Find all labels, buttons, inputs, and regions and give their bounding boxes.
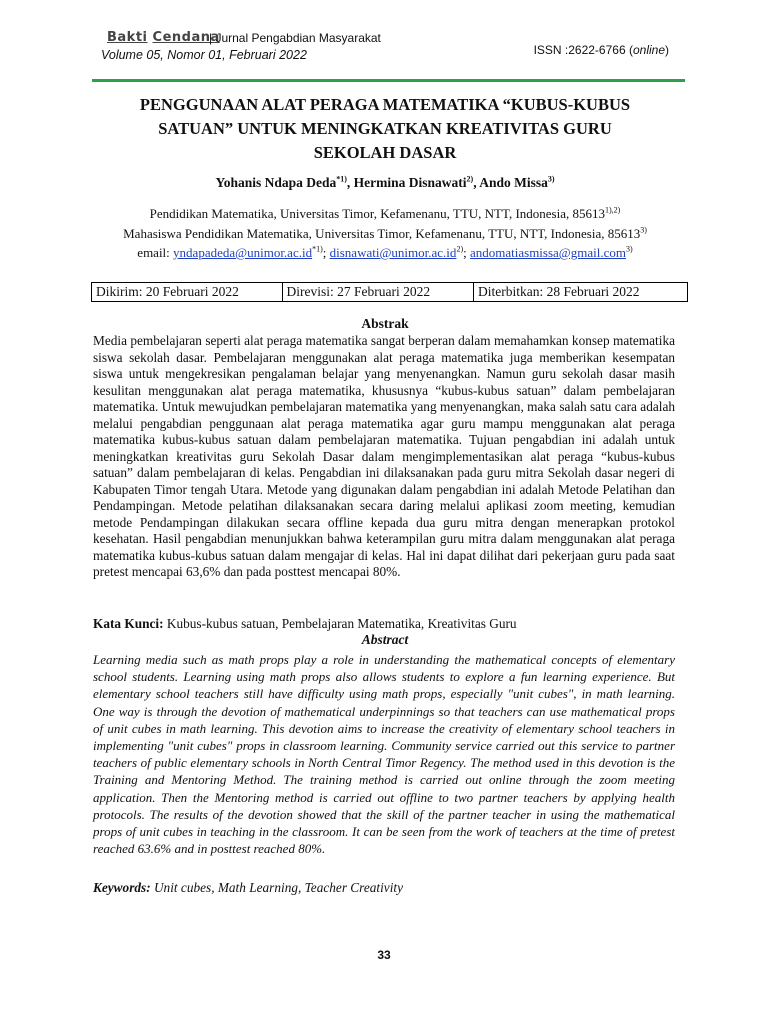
date-submitted: Dikirim: 20 Februari 2022 [92,283,283,302]
logo-text-cendana: Cendana [152,30,220,45]
issn-info: ISSN :2622-6766 (online) [533,43,669,57]
volume-info: Volume 05, Nomor 01, Februari 2022 [101,48,307,62]
page-number: 33 [377,948,391,962]
date-published: Diterbitkan: 28 Februari 2022 [473,283,687,302]
abstract-heading: Abstract [361,632,409,647]
dates-table [91,282,688,302]
journal-name: | Jurnal Pengabdian Masyarakat [209,31,381,45]
affiliation-1: Pendidikan Matematika, Universitas Timor, Kefamenanu, TTU, NTT, Indonesia, $85613^{1),2)}$ [149,205,621,221]
email-link-2[interactable]: disnawati@unimor.ac.id [329,245,457,260]
journal-logo [107,30,220,45]
author-list: Yohanis Ndapa Deda$^{*1)}$, Hermina Disnawati$^{2)}$, Ando Missa$^{3)}$ [215,174,555,190]
kata-kunci: Kata Kunci: Kubus-kubus satuan, Pembelajaran Matematika, Kreativitas Guru [93,616,517,631]
header-divider [92,79,685,82]
email-link-3[interactable]: andomatiasmissa@gmail.com [469,245,627,260]
affiliation-2: Mahasiswa Pendidikan Matematika, Universitas Timor, Kefamenanu, TTU, NTT, Indonesia, 85613$^{3)}$ [123,225,647,241]
abstrak-heading: Abstrak [361,316,409,331]
keywords: Keywords: Unit cubes, Math Learning, Teacher Creativity [93,880,403,895]
email-line: email: $yndapadeda@unimor.ac.id^{*1)}$; $disnawati@unimor.ac.id^{2)}$; andomatiasmissa@gmail.com$^{3)}$ [137,244,633,260]
journal-header [101,30,677,80]
date-revised: Direvisi: 27 Februari 2022 [282,283,473,302]
email-link-1[interactable]: yndapadeda@unimor.ac.id [173,245,313,260]
abstract-text: Learning media such as math props play a role in understanding the mathematical concepts of elementary school students. Learning using math props also allows students to explore a fun learning experience. But elementary school teachers still have difficulty using math props, especially "unit cubes", in math learning. One way is through the devotion of mathematical underpinnings so that teachers can use mathematical props of unit cubes in math learning. This devotion aims to increase the creativity of elementary school teachers in implementing "unit cubes" props in classroom learning. Community service carried out this service to partner teachers of public elementary schools in North Central Timor Regency. The method used in this devotion is the Training and Mentoring Method. The training method is carried out online through the zoom meeting application. Then the Mentoring method is carried out offline to two partner teachers by applying health protocols. The results of the devotion showed that the skill of the partner teacher in using the mathematical props of unit cubes in teaching in the classroom. It can be seen from the work of teachers at the time of pretest reached 63.6% and in posttest reached 80%. [93,652,675,857]
logo-text-bakti: Bakti [107,30,148,45]
paper-title: PENGGUNAAN ALAT PERAGA MATEMATIKA “KUBUS-KUBUS SATUAN” UNTUK MENINGKATKAN KREATIVITAS GURU SEKOLAH DASAR [139,95,631,162]
abstrak-text: Media pembelajaran seperti alat peraga matematika sangat berperan dalam memahamkan konsep matematika siswa sekolah dasar. Pembelajaran menggunakan alat peraga matematika juga memberikan kesempatan siswa untuk mengekresikan pengalaman belajar yang menyenangkan. Namun guru sekolah dasar masih kesulitan menggunakan alat peraga matematika, khususnya “kubus-kubus satuan” dalam pembelajaran matematika. Untuk mewujudkan pembelajaran matematika yang menyenangkan, maka salah satu cara adalah melalui pengabdian penggunaan alat peraga matematika agar guru mampu menggunakan alat peraga matematika kubus-kubus satuan dalam pembelajaran matematika. Tujuan pengabdian ini adalah untuk meningkatkan kreativitas guru Sekolah Dasar dalam mengimplementasikan alat peraga “kubus-kubus satuan” dalam pembelajaran di kelas. Pengabdian ini dilaksanakan pada guru mitra Sekolah dasar negeri di Kabupaten Timor tengah Utara. Metode yang digunakan dalam pengabdian ini adalah Metode Pelatihan dan Pendampingan. Metode pelatihan dilaksanakan secara daring melalui aplikasi zoom meeting, kemudian metode Pendampingan dilakukan secara offline kepada dua guru mitra dengan menerapkan protokol kesehatan. Hasil pengabdian menunjukkan bahwa keterampilan guru mitra dalam menggunakan alat peraga matematika kubus-kubus satuan dalam mengajar di kelas. Hal ini dapat dilihat dari pekerjaan guru pada saat pretest mencapai 63,6% dan pada posttest mencapai 80%. [93,333,675,579]
